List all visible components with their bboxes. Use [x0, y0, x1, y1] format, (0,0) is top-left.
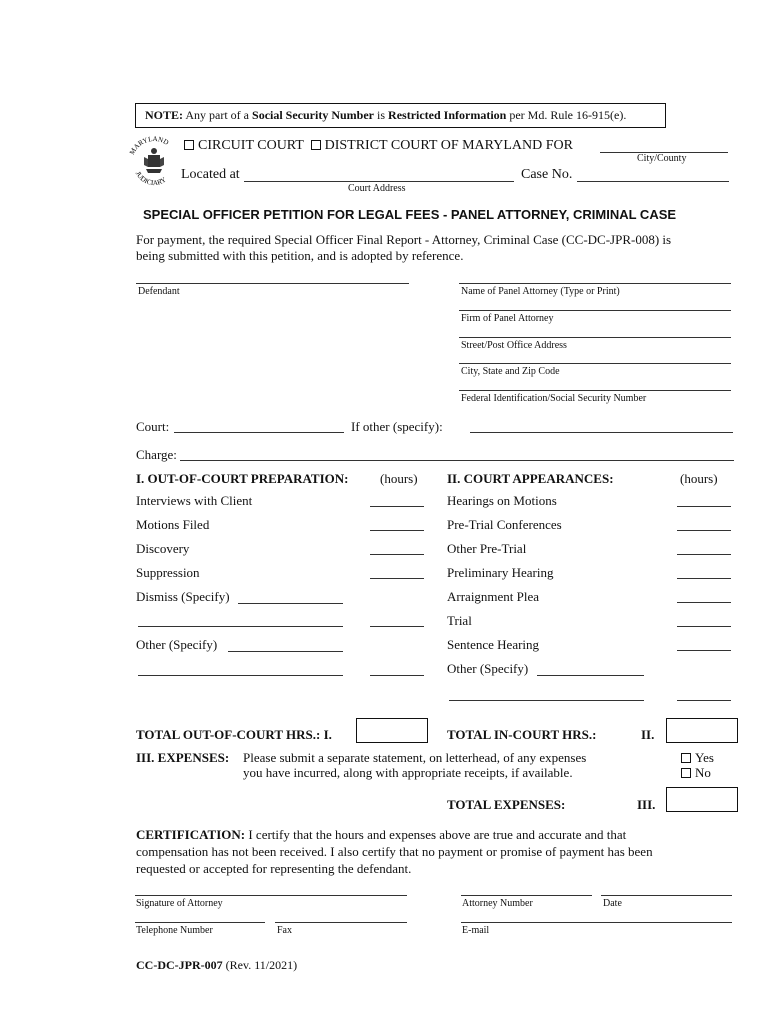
note-prefix: NOTE:	[145, 108, 184, 122]
total-out-of-court-box[interactable]	[356, 718, 428, 743]
s1-interviews-hours[interactable]	[370, 506, 424, 507]
defendant-field[interactable]	[136, 283, 409, 284]
if-other-label: If other (specify):	[351, 419, 443, 434]
s2-trial-label: Trial	[447, 613, 472, 628]
footer	[136, 958, 297, 973]
date-field[interactable]	[601, 895, 732, 896]
s2-sentence-label: Sentence Hearing	[447, 637, 540, 652]
case-no-field[interactable]	[577, 181, 729, 182]
defendant-label: Defendant	[138, 286, 180, 297]
s2-pretrial-conf-label: Pre-Trial Conferences	[447, 517, 562, 532]
intro-line-2: being submitted with this petition, and is adopted by reference.	[136, 248, 464, 263]
telephone-label: Telephone Number	[136, 925, 213, 936]
section1-title: I. OUT-OF-COURT PREPARATION:	[136, 471, 349, 486]
street-label: Street/Post Office Address	[461, 340, 567, 351]
city-county-label: City/County	[637, 153, 687, 164]
s1-other-hours[interactable]	[370, 675, 424, 676]
s2-other-hours[interactable]	[677, 700, 731, 701]
s2-other-specify[interactable]	[537, 675, 644, 676]
signature-label: Signature of Attorney	[136, 898, 223, 909]
note-text-1: Any part of a	[185, 108, 250, 122]
s1-dismiss-label: Dismiss (Specify)	[136, 589, 230, 604]
note-bold-restricted: Restricted Information	[388, 108, 507, 122]
maryland-judiciary-seal	[126, 133, 182, 189]
s1-other-specify[interactable]	[228, 651, 343, 652]
s1-motions-hours[interactable]	[370, 530, 424, 531]
circuit-court-checkbox[interactable]	[184, 140, 194, 150]
s2-other-pretrial-hours[interactable]	[677, 554, 731, 555]
s2-other-extra[interactable]	[449, 700, 644, 701]
s2-pretrial-conf-hours[interactable]	[677, 530, 731, 531]
street-field[interactable]	[459, 337, 731, 338]
total-in-court-roman: II.	[641, 727, 655, 742]
form-number: CC-DC-JPR-007	[136, 958, 223, 972]
expenses-yes-option	[681, 750, 714, 766]
s1-dismiss-specify[interactable]	[238, 603, 343, 604]
section2-hours-label: (hours)	[680, 471, 718, 486]
signature-field[interactable]	[135, 895, 407, 896]
s1-other-extra[interactable]	[138, 675, 343, 676]
s2-preliminary-label: Preliminary Hearing	[447, 565, 554, 580]
attorney-number-label: Attorney Number	[462, 898, 533, 909]
certification-text-1: I certify that the hours and expenses above are true and accurate and that	[248, 827, 627, 842]
date-label: Date	[603, 898, 622, 909]
expenses-no-option	[681, 765, 711, 781]
total-in-court-box[interactable]	[666, 718, 738, 743]
city-state-zip-field[interactable]	[459, 363, 731, 364]
federal-id-label: Federal Identification/Social Security Number	[461, 393, 647, 404]
form-title: SPECIAL OFFICER PETITION FOR LEGAL FEES - PANEL ATTORNEY, CRIMINAL CASE	[143, 207, 677, 222]
s1-interviews-label: Interviews with Client	[136, 493, 253, 508]
court-selection	[184, 138, 573, 154]
s2-sentence-hours[interactable]	[677, 650, 731, 651]
court-address-label: Court Address	[348, 183, 406, 194]
expenses-yes-label: Yes	[695, 750, 714, 765]
certification-line-1	[136, 827, 626, 843]
s2-other-label: Other (Specify)	[447, 661, 529, 676]
district-court-checkbox[interactable]	[311, 140, 321, 150]
expenses-no-label: No	[695, 765, 711, 780]
s1-discovery-hours[interactable]	[370, 554, 424, 555]
circuit-court-label: CIRCUIT COURT	[198, 138, 304, 153]
note-bold-ssn: Social Security Number	[252, 108, 375, 122]
expenses-line-1: Please submit a separate statement, on letterhead, of any expenses	[243, 750, 587, 765]
s1-other-label: Other (Specify)	[136, 637, 218, 652]
expenses-no-checkbox[interactable]	[681, 768, 691, 778]
s2-preliminary-hours[interactable]	[677, 578, 731, 579]
located-at-label: Located at	[181, 167, 240, 182]
certification-line-2: compensation has not been received. I also certify that no payment or promise of payment has been	[136, 844, 653, 859]
case-no-label: Case No.	[521, 167, 573, 182]
seal-bottom-text: JUDICIARY	[133, 170, 168, 188]
total-in-court-label: TOTAL IN-COURT HRS.:	[447, 727, 597, 742]
s2-arraignment-hours[interactable]	[677, 602, 731, 603]
email-field[interactable]	[461, 922, 732, 923]
expenses-line-2: you have incurred, along with appropriate receipts, if available.	[243, 765, 573, 780]
section1-hours-label: (hours)	[380, 471, 418, 486]
total-expenses-roman: III.	[637, 797, 656, 812]
s2-other-pretrial-label: Other Pre-Trial	[447, 541, 527, 556]
s1-motions-label: Motions Filed	[136, 517, 210, 532]
s1-suppression-label: Suppression	[136, 565, 200, 580]
city-state-zip-label: City, State and Zip Code	[461, 366, 560, 377]
seal-top-text: MARYLAND	[128, 134, 170, 157]
telephone-field[interactable]	[135, 922, 265, 923]
total-expenses-label: TOTAL EXPENSES:	[447, 797, 566, 812]
certification-line-3: requested or accepted for representing the defendant.	[136, 861, 412, 876]
total-expenses-box[interactable]	[666, 787, 738, 812]
attorney-number-field[interactable]	[461, 895, 592, 896]
s1-dismiss-extra[interactable]	[138, 626, 343, 627]
s1-discovery-label: Discovery	[136, 541, 190, 556]
s2-hearings-label: Hearings on Motions	[447, 493, 557, 508]
court-field[interactable]	[174, 432, 344, 433]
attorney-name-field[interactable]	[459, 283, 731, 284]
expenses-label: III. EXPENSES:	[136, 750, 230, 765]
firm-field[interactable]	[459, 310, 731, 311]
total-out-of-court-label: TOTAL OUT-OF-COURT HRS.: I.	[136, 727, 332, 742]
fax-label: Fax	[277, 925, 292, 936]
note-text-3: per Md. Rule 16-915(e).	[509, 108, 627, 122]
s2-arraignment-label: Arraignment Plea	[447, 589, 540, 604]
expenses-yes-checkbox[interactable]	[681, 753, 691, 763]
charge-field[interactable]	[180, 460, 734, 461]
s1-dismiss-hours[interactable]	[370, 626, 424, 627]
district-court-label: DISTRICT COURT OF MARYLAND FOR	[324, 138, 573, 153]
court-label: Court:	[136, 419, 170, 434]
attorney-name-label: Name of Panel Attorney (Type or Print)	[461, 286, 620, 297]
s2-hearings-hours[interactable]	[677, 506, 731, 507]
email-label: E-mail	[462, 925, 490, 936]
form-revision: (Rev. 11/2021)	[225, 958, 298, 972]
note-text-2: is	[377, 108, 386, 122]
charge-label: Charge:	[136, 447, 177, 462]
court-address-field[interactable]	[244, 181, 514, 182]
firm-label: Firm of Panel Attorney	[461, 313, 554, 324]
fax-field[interactable]	[275, 922, 407, 923]
s1-suppression-hours[interactable]	[370, 578, 424, 579]
section2-title: II. COURT APPEARANCES:	[447, 471, 614, 486]
if-other-field[interactable]	[470, 432, 733, 433]
intro-line-1: For payment, the required Special Officer Final Report - Attorney, Criminal Case (CC-DC-JPR-008) is	[136, 232, 672, 247]
federal-id-field[interactable]	[459, 390, 731, 391]
note-text	[145, 108, 626, 123]
s2-trial-hours[interactable]	[677, 626, 731, 627]
certification-label: CERTIFICATION:	[136, 827, 246, 842]
